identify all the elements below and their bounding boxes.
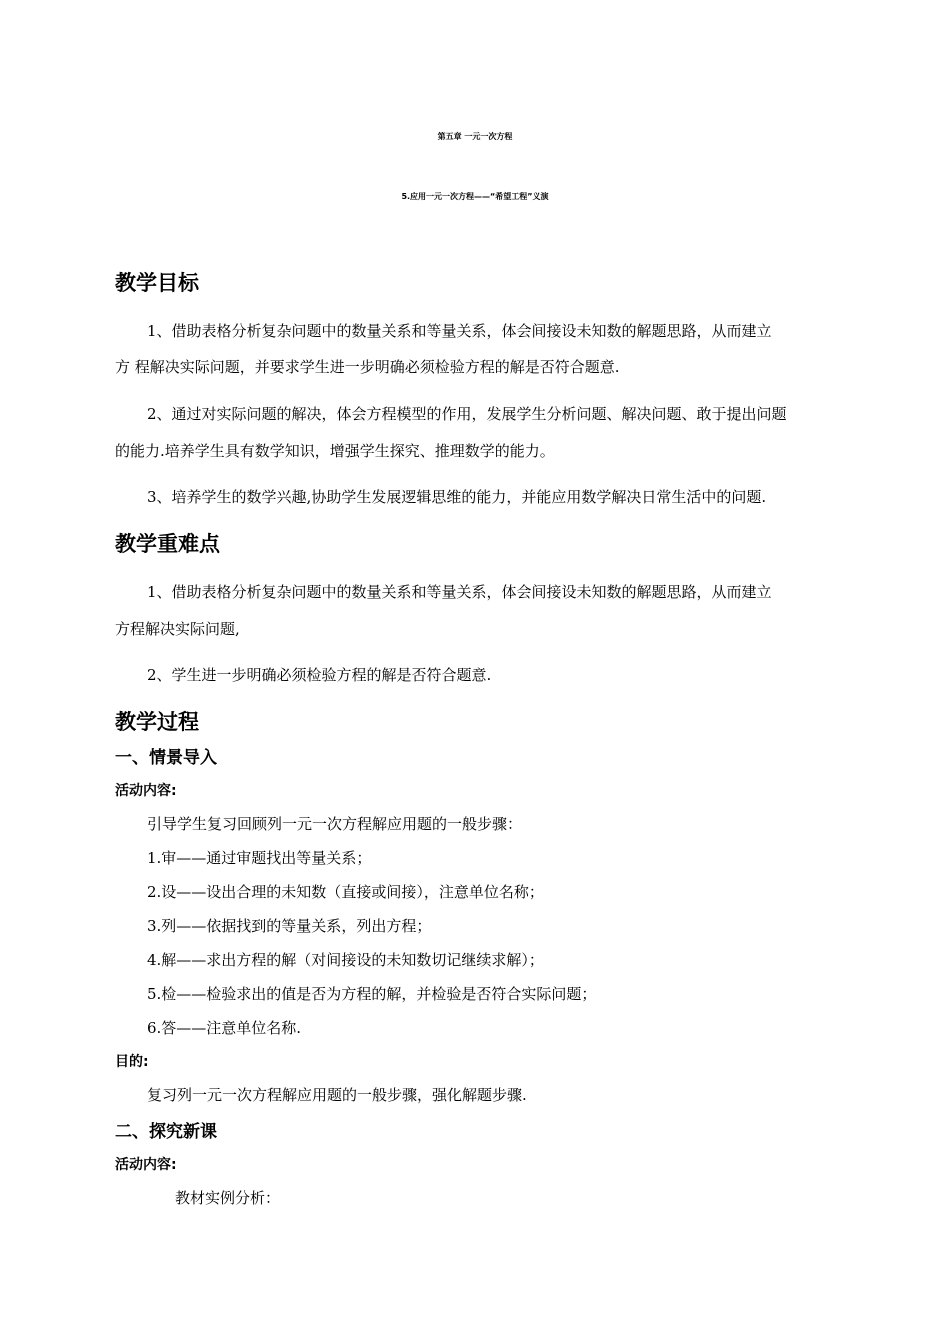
chapter-title: 第五章 一元一次方程 xyxy=(437,132,513,141)
key-points-heading: 教学重难点 xyxy=(115,532,220,556)
section-2-activity-label: 活动内容: xyxy=(115,1157,177,1173)
objective-2-line-2: 的能力.培养学生具有数学知识，增强学生探究、推理数学的能力。 xyxy=(115,442,555,460)
objective-1-line-2: 方 程解决实际问题，并要求学生进一步明确必须检验方程的解是否符合题意. xyxy=(115,358,620,376)
section-1-heading: 一、情景导入 xyxy=(115,748,217,768)
key-point-1-line-1: 1、借助表格分析复杂问题中的数量关系和等量关系，体会间接设未知数的解题思路，从而建立 xyxy=(147,583,772,601)
section-1-activity-label: 活动内容: xyxy=(115,783,177,799)
section-1-intro: 引导学生复习回顾列一元一次方程解应用题的一般步骤： xyxy=(147,815,523,833)
section-2-heading: 二、探究新课 xyxy=(115,1122,217,1142)
objectives-heading: 教学目标 xyxy=(115,271,199,295)
objective-1-line-1: 1、借助表格分析复杂问题中的数量关系和等量关系，体会间接设未知数的解题思路，从而建立 xyxy=(147,322,772,340)
purpose-text: 复习列一元一次方程解应用题的一般步骤，强化解题步骤. xyxy=(147,1086,527,1104)
purpose-label: 目的: xyxy=(115,1054,149,1070)
step-item: 3.列——依据找到的等量关系，列出方程； xyxy=(147,917,432,935)
key-point-1-line-2: 方程解决实际问题, xyxy=(115,620,240,638)
step-item: 6.答——注意单位名称. xyxy=(147,1019,302,1037)
key-point-2-line-1: 2、学生进一步明确必须检验方程的解是否符合题意. xyxy=(147,666,492,684)
step-item: 1.审——通过审题找出等量关系； xyxy=(147,849,372,867)
step-item: 2.设——设出合理的未知数（直接或间接），注意单位名称； xyxy=(147,883,544,901)
step-item: 5.检——检验求出的值是否为方程的解，并检验是否符合实际问题； xyxy=(147,985,597,1003)
step-item: 4.解——求出方程的解（对间接设的未知数切记继续求解）； xyxy=(147,951,544,969)
objective-3-line-1: 3、培养学生的数学兴趣,协助学生发展逻辑思维的能力，并能应用数学解决日常生活中的问题. xyxy=(147,488,767,506)
objective-2-line-1: 2、通过对实际问题的解决，体会方程模型的作用，发展学生分析问题、解决问题、敢于提出问题 xyxy=(147,405,787,423)
lesson-title: 5.应用一元一次方程——“希望工程”义演 xyxy=(401,192,549,201)
section-2-text: 教材实例分析： xyxy=(175,1189,281,1207)
process-heading: 教学过程 xyxy=(115,710,199,734)
